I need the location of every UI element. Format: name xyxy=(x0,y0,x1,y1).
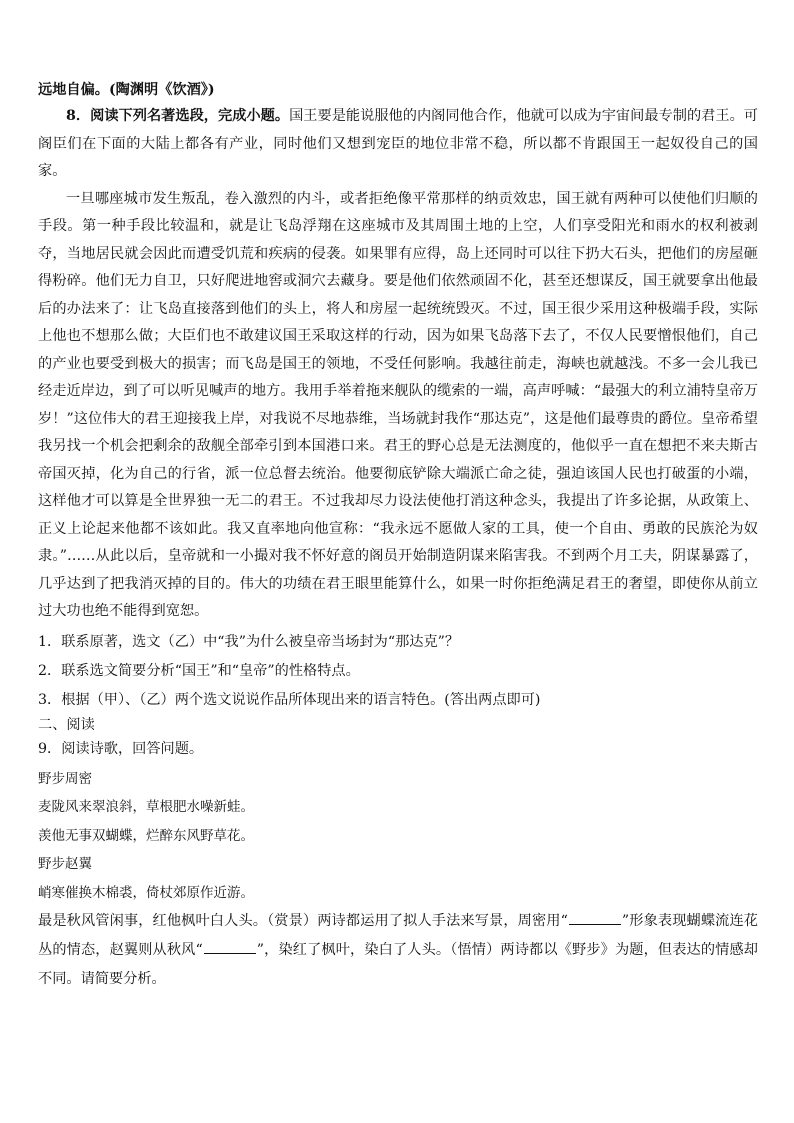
q8-sub-question-1: 1．联系原著，选文（乙）中“我”为什么被皇帝当场封为“那达克”？ xyxy=(38,633,460,650)
poem-1-title: 野步周密 xyxy=(38,770,92,787)
q8-sub-question-2: 2．联系选文简要分析“国王”和“皇帝”的性格特点。 xyxy=(38,662,360,679)
answer-blank-1[interactable] xyxy=(569,910,621,925)
q9-text-part-1: 最是秋风管闲事，红他枫叶白人头。（赏景）两诗都运用了拟人手法来写景，周密用“ xyxy=(38,913,568,929)
answer-blank-2[interactable] xyxy=(204,939,256,954)
q8-text-1: 国王要是能说服他的内阁同他合作，他就可以成为宇宙间最专制的君王。可阁臣们在下面的大陆上都各有产业，同时他们又想到宠臣的地位非常不稳，所以都不肯跟国王一起奴役自己的国家。 xyxy=(38,108,758,179)
intro-line: 远地自偏。(陶渊明《饮酒》) xyxy=(38,82,215,98)
q9-lead: 9．阅读诗歌，回答问题。 xyxy=(38,740,204,757)
q9-text-part-3: ”，染红了枫叶，染白了人头。（悟情）两诗都以《野步》为题，但表达的情感却不同。请简要分析。 xyxy=(38,942,758,987)
q9-analysis-paragraph xyxy=(38,907,758,994)
q8-paragraph-1 xyxy=(38,103,758,186)
q8-paragraph-2: 一旦哪座城市发生叛乱，卷入激烈的内斗，或者拒绝像平常那样的纳贡效忠，国王就有两种可以使他们归顺的手段。第一种手段比较温和，就是让飞岛浮翔在这座城市及其周围土地的上空，人们享受阳光和雨水的权利被剥夺，当地居民就会因此而遭受饥荒和疾病的侵袭。如果罪有应得，岛上还同时可以往下扔大石头，把他们的房屋砸得粉碎。他们无力自卫，只好爬进地窖或洞穴去藏身。要是他们依然顽固不化，甚至还想谋反，国王就要拿出他最后的办法来了：让飞岛直接落到他们的头上，将人和房屋一起统统毁灭。不过，国王很少采用这种极端手段，实际上他也不想那么做；大臣们也不敢建议国王采取这样的行动，因为如果飞岛落下去了，不仅人民要憎恨他们，自己的产业也要受到极大的损害；而飞岛是国王的领地，不受任何影响。我越往前走，海峡也就越浅。不多一会儿我已经走近岸边，到了可以听见喊声的地方。我用手举着拖来舰队的缆索的一端，高声呼喊：“最强大的利立浦特皇帝万岁！”这位伟大的君王迎接我上岸，对我说不尽地恭维，当场就封我作“那达克”，这是他们最尊贵的爵位。皇帝希望我另找一个机会把剩余的敌舰全部牵引到本国港口来。君王的野心总是无法测度的，他似乎一直在想把不来夫斯古帝国灭掉，化为自己的行省，派一位总督去统治。他要彻底铲除大端派亡命之徒，强迫该国人民也打破蛋的小端，这样他才可以算是全世界独一无二的君王。不过我却尽力设法使他打消这种念头，我提出了许多论据，从政策上、正义上论起来他都不该如此。我又直率地向他宣称：“我永远不愿做人家的工具，使一个自由、勇敢的民族沦为奴隶。”……从此以后，皇帝就和一小撮对我不怀好意的阁员开始制造阴谋来陷害我。不到两个月工夫，阴谋暴露了，几乎达到了把我消灭掉的目的。伟大的功绩在君王眼里能算什么，如果一时你拒绝满足君王的奢望，即使你从前立过大功也绝不能得到宽恕。 xyxy=(38,190,758,619)
q9-text-part-2: ”形象表现蝴蝶流连花丛的情态，赵翼则从秋风“ xyxy=(38,913,758,958)
poem-2-line-1: 峭寒催换木棉裘，倚杖郊原作近游。 xyxy=(38,884,254,901)
poem-2-title: 野步赵翼 xyxy=(38,856,92,872)
poem-1-line-1: 麦陇风来翠浪斜，草根肥水噪新蛙。 xyxy=(38,799,254,815)
q8-sub-question-3: 3．根据（甲）、（乙）两个选文说说作品所体现出来的语言特色。(答出两点即可) xyxy=(38,691,541,708)
section-heading: 二、阅读 xyxy=(38,716,95,733)
document-page xyxy=(38,78,758,994)
question-8 xyxy=(38,103,758,713)
question-9 xyxy=(38,737,758,995)
q8-lead: 8．阅读下列名著选段，完成小题。 xyxy=(66,108,290,124)
poem-1-line-2: 羡他无事双蝴蝶，烂醉东风野草花。 xyxy=(38,827,254,844)
